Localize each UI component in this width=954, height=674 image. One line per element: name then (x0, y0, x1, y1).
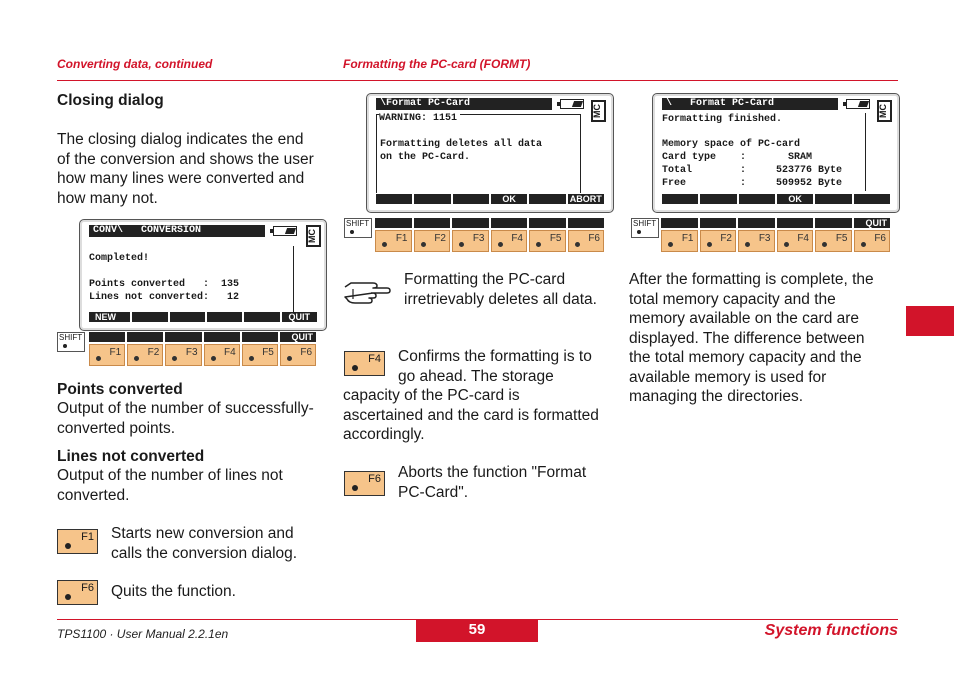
fkey-top-strip (89, 332, 316, 342)
text-line: memory available on the card are (629, 310, 860, 327)
screen-divider (865, 113, 866, 191)
key-label: F2 (147, 347, 160, 358)
fkey-top (777, 218, 814, 228)
points-converted-heading: Points converted (57, 381, 183, 398)
softkey-blank[interactable] (207, 312, 242, 322)
key-label: F3 (472, 233, 485, 244)
text-line: converted points. (57, 419, 176, 437)
fkey-top-strip (661, 218, 890, 228)
mc-icon: MC (877, 100, 892, 122)
fkey-top (661, 218, 698, 228)
key-dot-icon (63, 344, 67, 348)
softkey-row (662, 194, 890, 204)
fkey-top (165, 332, 201, 342)
mc-icon: MC (591, 100, 606, 122)
softkey-blank[interactable] (700, 194, 736, 204)
f4-key[interactable] (491, 230, 528, 252)
key-dot-icon (134, 356, 139, 361)
softkey-quit[interactable]: QUIT (282, 312, 317, 322)
text-line: go ahead. The storage (398, 367, 554, 385)
fkey-top-quit: QUIT (280, 332, 316, 342)
fkey-top (529, 218, 566, 228)
key-label: F3 (185, 347, 198, 358)
f5-key[interactable] (529, 230, 566, 252)
format-finished-screen (652, 93, 900, 213)
screen-line: WARNING: 1151 (379, 112, 460, 125)
key-label: F5 (835, 233, 848, 244)
fkey-top (414, 218, 451, 228)
key-label: F4 (511, 233, 523, 244)
battery-icon (846, 99, 870, 109)
f6-key-icon (344, 471, 385, 496)
fkey-top (452, 218, 489, 228)
fkey-top (815, 218, 852, 228)
fkey-top (375, 218, 412, 228)
screen-title: CONV\ CONVERSION (89, 225, 265, 237)
fkey-top (242, 332, 278, 342)
f4-key-icon (344, 351, 385, 376)
key-dot-icon (287, 356, 292, 361)
header-section-left: Converting data, continued (57, 57, 213, 71)
screen-line: Memory space of PC-card (662, 139, 801, 150)
text-line: displayed. The difference between (629, 329, 865, 347)
fkey-top-quit: QUIT (854, 218, 891, 228)
battery-icon (560, 99, 584, 109)
screen-line: Completed! (89, 253, 150, 264)
key-dot-icon (352, 365, 358, 371)
softkey-row (89, 312, 317, 322)
key-dot-icon (575, 242, 580, 247)
key-label: F1 (109, 347, 122, 358)
key-dot-icon (350, 230, 354, 234)
f1-description (111, 524, 297, 563)
text-line: managing the directories. (629, 388, 804, 405)
key-dot-icon (382, 242, 387, 247)
key-dot-icon (745, 242, 750, 247)
format-warning-note (404, 270, 597, 309)
key-dot-icon (536, 242, 541, 247)
key-dot-icon (65, 543, 71, 549)
f6-key[interactable] (568, 230, 605, 252)
function-key-row (661, 230, 890, 252)
key-label: F6 (81, 582, 94, 594)
f6-key-icon (57, 580, 98, 605)
key-dot-icon (249, 356, 254, 361)
points-converted-text (57, 399, 314, 438)
fkey-top (89, 332, 125, 342)
softkey-blank[interactable] (132, 312, 167, 322)
f6-abort-description (398, 463, 586, 502)
text-line: the total memory capacity and the (629, 349, 862, 366)
shift-key[interactable] (631, 218, 659, 238)
f4-key[interactable] (204, 344, 240, 366)
closing-dialog-heading: Closing dialog (57, 92, 164, 109)
header-rule (57, 80, 898, 81)
key-dot-icon (861, 242, 866, 247)
key-dot-icon (211, 356, 216, 361)
text-line: converted. (57, 486, 130, 504)
text-line: Starts new conversion and (111, 525, 294, 542)
fkey-top-strip (375, 218, 604, 228)
key-label: F2 (434, 233, 446, 244)
key-label: F4 (368, 353, 381, 365)
f3-key[interactable] (452, 230, 489, 252)
softkey-blank[interactable] (854, 194, 890, 204)
f6-description: Quits the function. (111, 583, 236, 600)
softkey-blank[interactable] (453, 194, 489, 204)
pointing-hand-icon (343, 279, 391, 305)
key-dot-icon (822, 242, 827, 247)
closing-dialog-intro (57, 130, 314, 208)
fkey-top (204, 332, 240, 342)
lines-not-converted-heading: Lines not converted (57, 448, 205, 465)
key-label: F6 (588, 233, 600, 244)
fkey-top (568, 218, 605, 228)
key-dot-icon (498, 242, 503, 247)
shift-label: SHIFT (633, 219, 657, 228)
shift-key[interactable] (57, 332, 85, 352)
screen-title: \Format PC-Card (376, 98, 552, 110)
text-line: Output of the number of successfully- (57, 400, 314, 417)
f5-key[interactable] (242, 344, 278, 366)
f3-key[interactable] (738, 230, 775, 252)
fkey-top (127, 332, 163, 342)
screen-line: Free : 509952 Byte (662, 178, 843, 189)
mc-icon: MC (306, 225, 321, 247)
key-dot-icon (668, 242, 673, 247)
screen-line: Formatting finished. (662, 114, 783, 125)
key-label: F3 (758, 233, 771, 244)
text-line: Output of the number of lines not (57, 467, 283, 484)
softkey-blank[interactable] (170, 312, 205, 322)
softkey-ok[interactable]: OK (777, 194, 813, 204)
f2-key[interactable] (127, 344, 163, 366)
key-label: F5 (262, 347, 274, 358)
key-label: F2 (720, 233, 732, 244)
f4-key[interactable] (777, 230, 814, 252)
page-number: 59 (416, 620, 538, 642)
f1-key[interactable] (375, 230, 412, 252)
key-dot-icon (707, 242, 712, 247)
screen-line: Points converted : 135 (89, 279, 240, 290)
fkey-top (491, 218, 528, 228)
f1-key[interactable] (89, 344, 125, 366)
key-label: F6 (874, 233, 886, 244)
f4-description-first (398, 347, 592, 386)
f1-key[interactable] (661, 230, 698, 252)
shift-label: SHIFT (346, 219, 370, 228)
f6-key[interactable] (854, 230, 891, 252)
key-dot-icon (96, 356, 101, 361)
header-section-right: Formatting the PC-card (FORMT) (343, 57, 531, 71)
text-line: total memory capacity and the (629, 290, 836, 308)
key-dot-icon (637, 230, 641, 234)
key-dot-icon (172, 356, 177, 361)
f2-key[interactable] (414, 230, 451, 252)
softkey-abort[interactable]: ABORT (568, 194, 604, 204)
key-dot-icon (784, 242, 789, 247)
f4-description-rest (343, 386, 599, 445)
text-line: PC-Card". (398, 483, 469, 501)
key-label: F4 (797, 233, 809, 244)
key-dot-icon (352, 485, 358, 491)
screen-line: on the PC-Card. (380, 152, 471, 163)
fkey-top (700, 218, 737, 228)
text-line: Formatting the PC-card (404, 271, 566, 288)
function-key-row (89, 344, 316, 366)
intro-line: how many not. (57, 189, 158, 207)
chapter-tab (906, 306, 954, 336)
key-label: F4 (224, 347, 236, 358)
format-finished-description (629, 270, 874, 407)
screen-title: \ Format PC-Card (662, 98, 838, 110)
fkey-top (738, 218, 775, 228)
text-line: capacity of the PC-card is (343, 387, 520, 404)
key-label: F1 (81, 531, 94, 543)
softkey-blank[interactable] (529, 194, 565, 204)
function-key-row (375, 230, 604, 252)
softkey-blank[interactable] (414, 194, 450, 204)
conversion-screen (79, 219, 327, 331)
softkey-blank[interactable] (376, 194, 412, 204)
key-label: F1 (395, 233, 408, 244)
softkey-new[interactable]: NEW (89, 312, 130, 322)
f6-key[interactable] (280, 344, 316, 366)
text-line: Confirms the formatting is to (398, 348, 592, 365)
key-dot-icon (421, 242, 426, 247)
f3-key[interactable] (165, 344, 201, 366)
text-line: calls the conversion dialog. (111, 544, 298, 562)
key-label: F6 (368, 473, 381, 485)
intro-line: The closing dialog indicates the end (57, 131, 304, 148)
shift-key[interactable] (344, 218, 372, 238)
softkey-blank[interactable] (815, 194, 851, 204)
text-line: accordingly. (343, 426, 425, 443)
key-dot-icon (459, 242, 464, 247)
battery-icon (273, 226, 297, 236)
text-line: available memory is used for (629, 368, 827, 386)
intro-line: of the conversion and shows the user (57, 150, 314, 168)
f5-key[interactable] (815, 230, 852, 252)
key-dot-icon (65, 594, 71, 600)
key-label: F1 (681, 233, 694, 244)
lines-not-converted-text (57, 466, 283, 505)
screen-divider (293, 246, 294, 312)
screen-line: Card type : SRAM (662, 152, 813, 163)
text-line: After the formatting is complete, the (629, 271, 874, 288)
key-label: F5 (549, 233, 562, 244)
manual-title: TPS1100 · User Manual 2.2.1en (57, 627, 229, 641)
softkey-ok[interactable]: OK (491, 194, 527, 204)
shift-label: SHIFT (59, 333, 83, 342)
screen-line: Total : 523776 Byte (662, 165, 843, 176)
format-warning-screen (366, 93, 614, 213)
softkey-blank[interactable] (739, 194, 775, 204)
key-label: F6 (300, 347, 313, 358)
chapter-title: System functions (764, 622, 898, 639)
text-line: ascertained and the card is formatted (343, 406, 599, 424)
screen-line: Lines not converted: 12 (89, 292, 240, 303)
text-line: irretrievably deletes all data. (404, 290, 597, 308)
softkey-blank[interactable] (244, 312, 279, 322)
softkey-blank[interactable] (662, 194, 698, 204)
f1-key-icon (57, 529, 98, 554)
softkey-row (376, 194, 604, 204)
text-line: Aborts the function "Format (398, 464, 587, 481)
intro-line: how many lines were converted and (57, 170, 305, 187)
f2-key[interactable] (700, 230, 737, 252)
screen-line: Formatting deletes all data (380, 139, 543, 150)
